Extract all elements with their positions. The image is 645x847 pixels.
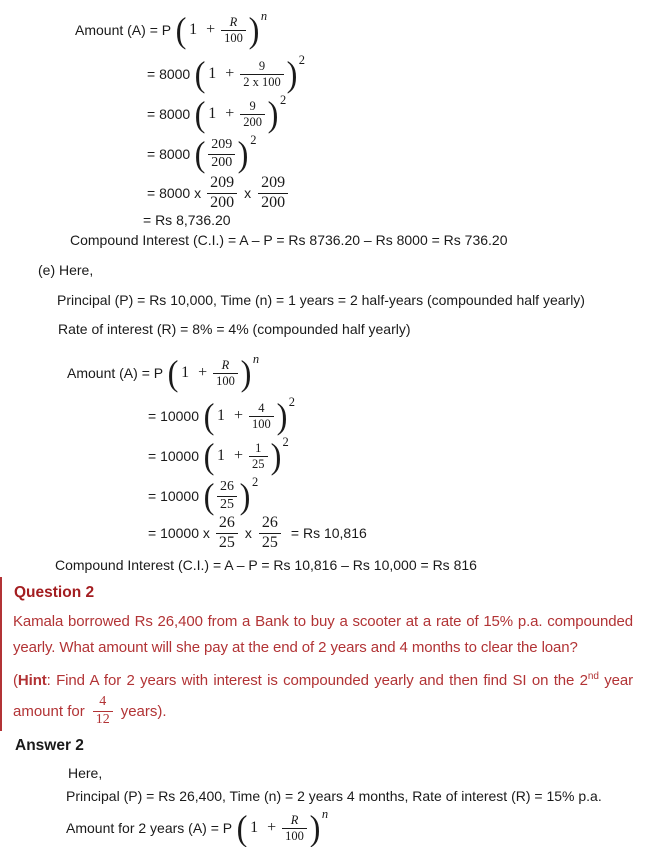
open-paren: ( (203, 436, 215, 476)
fraction (217, 479, 237, 512)
math-lhs: = 10000 (148, 488, 199, 504)
close-paren: ) (240, 353, 252, 393)
question-body-line2: yearly. What amount will she pay at the end of 2 years and 4 months to clear the loan? (13, 639, 578, 656)
fraction (258, 174, 288, 212)
math-inner: 1 + (208, 105, 235, 122)
exponent: 2 (282, 435, 289, 449)
numerator: 209 (210, 174, 235, 192)
close-paren: ) (239, 476, 251, 516)
exponent: n (252, 352, 260, 366)
open-paren: ( (194, 54, 206, 94)
math-line-e-formula (67, 351, 259, 395)
numerator: 26 (218, 514, 235, 532)
denominator: 100 (249, 416, 274, 431)
denominator: 200 (208, 154, 235, 171)
numerator: 209 (261, 174, 286, 192)
compound-interest-line: Compound Interest (C.I.) = A – P = Rs 10,816 – Rs 10,000 = Rs 816 (55, 557, 477, 573)
math-line-d-step3 (147, 132, 256, 176)
principal-line: Principal (P) = Rs 10,000, Time (n) = 1 years = 2 half-years (compounded half yearly) (57, 292, 585, 308)
denominator: 12 (93, 711, 113, 728)
question-body-line1: Kamala borrowed Rs 26,400 from a Bank to buy a scooter at a rate of 15% p.a. compounded (13, 613, 633, 630)
exponent: 2 (252, 475, 259, 489)
math-lhs: = 10000 (148, 408, 199, 424)
fraction (249, 441, 268, 471)
math-line-d-formula (75, 8, 267, 52)
denominator: 25 (217, 496, 237, 513)
exponent: 2 (298, 53, 305, 67)
hint2-suffix: years). (120, 702, 167, 720)
hint-label: Hint (17, 672, 47, 689)
fraction (221, 15, 246, 45)
exponent: n (321, 807, 329, 821)
math-inner: 1 + (208, 65, 235, 82)
open-paren: ( (194, 134, 206, 174)
math-line-d-step1 (147, 52, 305, 96)
math-line-d-step2 (147, 92, 286, 136)
answer-principal-line: Principal (P) = Rs 26,400, Time (n) = 2 years 4 months, Rate of interest (R) = 15% p.a. (66, 788, 602, 804)
close-paren: ) (248, 10, 260, 50)
denominator: 200 (207, 193, 237, 212)
math-lhs: = 8000 (147, 106, 191, 122)
close-paren: ) (286, 54, 298, 94)
fraction (213, 358, 238, 388)
open-paren: ( (167, 353, 179, 393)
close-paren: ) (309, 808, 321, 847)
math-line-e-step2 (148, 434, 289, 478)
multiply-sign: x (244, 185, 252, 201)
numerator: 4 (99, 694, 107, 710)
close-paren: ) (276, 396, 288, 436)
math-inner: 1 + (217, 447, 244, 464)
exponent: 2 (250, 133, 257, 147)
exponent: 2 (280, 93, 287, 107)
denominator: 2 x 100 (240, 74, 284, 89)
exponent: n (260, 9, 268, 23)
exponent: 2 (288, 395, 296, 409)
math-inner: 1 + (217, 407, 244, 424)
fraction (208, 137, 235, 170)
denominator: 25 (259, 533, 281, 552)
close-paren: ) (267, 94, 279, 134)
denominator: 100 (221, 30, 246, 45)
hint-tail: year (598, 672, 633, 689)
open-paren: ( (203, 476, 215, 516)
math-line-e-step4 (148, 511, 367, 555)
fraction (282, 813, 307, 843)
math-lhs: = 8000 (147, 146, 191, 162)
close-paren: ) (237, 134, 249, 174)
math-inner: 1 + (250, 819, 277, 836)
math-inner: 1 + (189, 21, 216, 38)
math-lhs: Amount (A) = P (75, 22, 172, 38)
hint2-prefix: amount for (13, 702, 85, 720)
answer-here-line: Here, (68, 765, 103, 781)
multiply-sign: x (244, 525, 252, 541)
denominator: 100 (213, 373, 238, 388)
denominator: 200 (240, 114, 265, 129)
denominator: 100 (282, 828, 307, 843)
math-rhs: = Rs 10,816 (290, 525, 367, 541)
math-line-d-step4 (147, 171, 290, 215)
hint-line1 (13, 666, 633, 692)
question-heading: Question 2 (14, 584, 95, 601)
rate-line: Rate of interest (R) = 8% = 4% (compounded half yearly) (58, 321, 411, 337)
numerator: 4 (258, 401, 265, 416)
numerator: 9 (249, 99, 256, 114)
denominator: 25 (249, 456, 268, 471)
fraction (259, 514, 281, 552)
math-lhs: = 8000 x (147, 185, 202, 201)
open-paren: ( (236, 808, 248, 847)
math-lhs: = 10000 (148, 448, 199, 464)
fraction (240, 59, 284, 89)
denominator: 200 (258, 193, 288, 212)
red-edge-artifact (0, 577, 2, 731)
math-result: = Rs 8,736.20 (143, 212, 231, 228)
fraction (249, 401, 274, 431)
math-line-e-step1 (148, 394, 295, 438)
numerator: R (290, 813, 299, 828)
math-inner: 1 + (181, 364, 208, 381)
open-paren: ( (175, 10, 187, 50)
denominator: 25 (216, 533, 238, 552)
fraction (93, 694, 113, 727)
numerator: 209 (211, 137, 233, 153)
numerator: 26 (261, 514, 278, 532)
numerator: 26 (220, 479, 234, 495)
open-paren: ( (194, 94, 206, 134)
fraction (207, 174, 237, 212)
part-e-intro: (e) Here, (38, 262, 94, 278)
hint-text: : Find A for 2 years with interest is compounded yearly and then find SI on the 2 (46, 672, 588, 689)
close-paren: ) (270, 436, 281, 476)
fraction (216, 514, 238, 552)
math-line-answer-formula (66, 806, 328, 847)
numerator: R (221, 358, 230, 373)
answer-heading: Answer 2 (15, 737, 84, 754)
math-lhs: Amount (A) = P (67, 365, 164, 381)
numerator: 9 (258, 59, 266, 74)
numerator: 1 (255, 441, 262, 456)
fraction (240, 99, 265, 129)
numerator: R (229, 15, 238, 30)
compound-interest-line: Compound Interest (C.I.) = A – P = Rs 8736.20 – Rs 8000 = Rs 736.20 (70, 232, 508, 248)
hint-line2 (13, 691, 167, 731)
math-lhs: = 10000 x (148, 525, 210, 541)
hint-ordinal-superscript: nd (587, 671, 599, 682)
math-lhs: = 8000 (147, 66, 191, 82)
open-paren: ( (203, 396, 215, 436)
math-lhs: Amount for 2 years (A) = P (66, 820, 233, 836)
hint-open-paren: ( (13, 672, 18, 689)
